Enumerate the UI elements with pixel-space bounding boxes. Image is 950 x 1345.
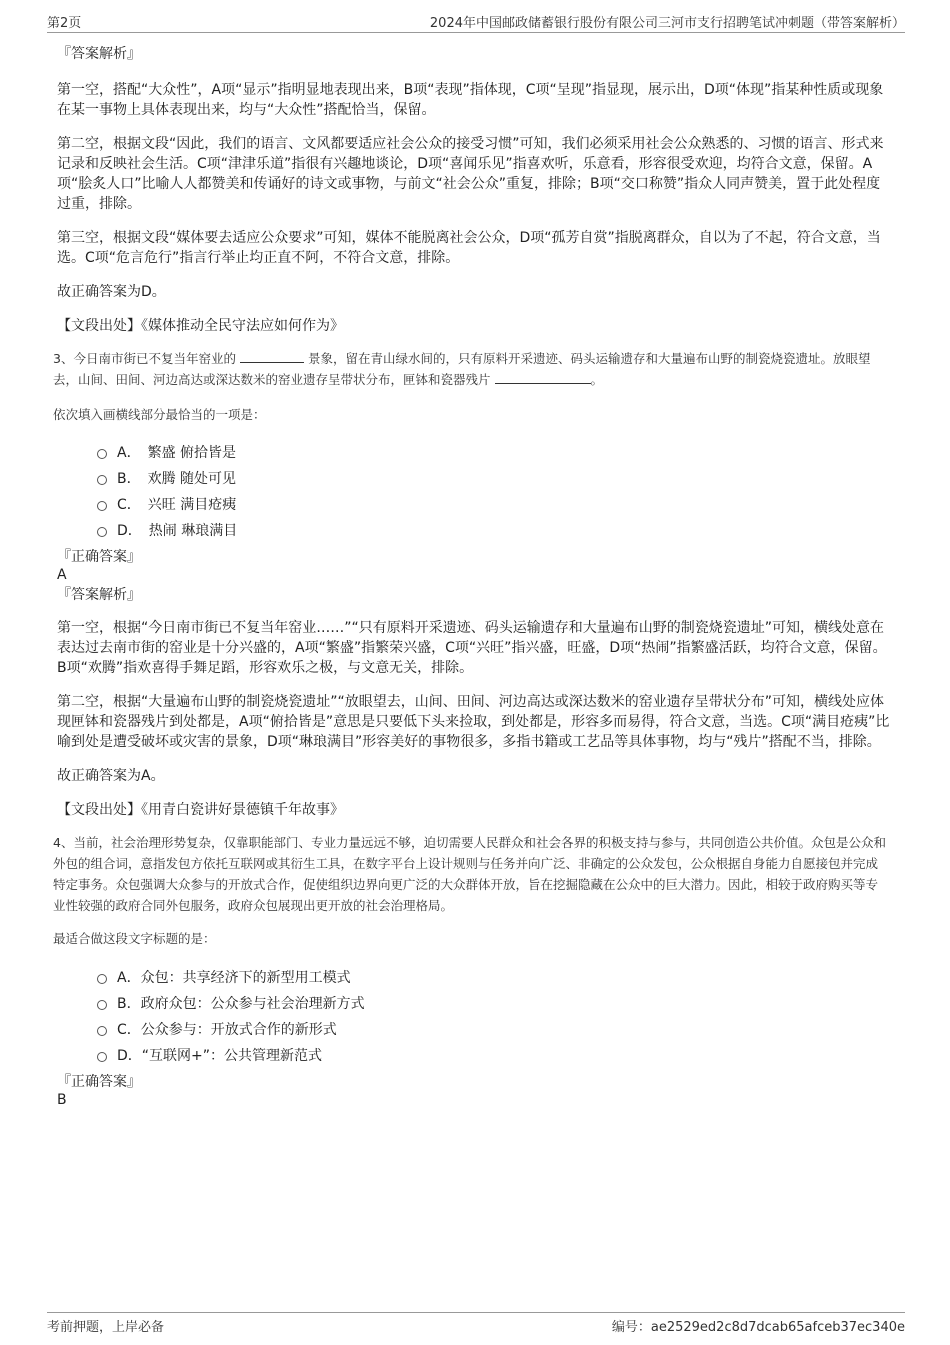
option-label: B． 欢腾 随处可见 — [117, 471, 237, 487]
fill-blank — [240, 350, 304, 363]
page-header — [47, 8, 905, 33]
correct-answer-label: 『正确答案』 — [57, 549, 141, 565]
analysis-paragraph: 第一空，根据“今日南市街已不复当年窑业……”“只有原料开采遗迹、码头运输遗存和大量遍布山野的制瓷烧瓷遗址”可知，横线处意在表达过去南市街的窑业是十分兴盛的，A项“繁盛”指繁荣兴盛，C项“兴旺”指兴盛，旺盛，D项“热闹”指繁盛活跃，均符合文意，保留。B项“欢腾”指欢喜得手舞足蹈，形容欢乐之极，与文意无关，排除。 — [57, 620, 887, 676]
document-body — [53, 44, 892, 1109]
option-label: B．政府众包：公众参与社会治理新方式 — [117, 996, 365, 1012]
correct-answer-label: 『正确答案』 — [57, 1074, 141, 1090]
page-number: 第2页 — [47, 16, 82, 31]
radio-icon[interactable] — [97, 1026, 107, 1036]
question-prompt: 依次填入画横线部分最恰当的一项是： — [53, 407, 266, 422]
radio-icon[interactable] — [97, 1052, 107, 1062]
question-prompt: 最适合做这段文字标题的是： — [53, 931, 216, 946]
radio-icon[interactable] — [97, 501, 107, 511]
option-d[interactable] — [57, 1043, 892, 1069]
question-stem-part: 景象，留在青山绿水间的，只有原料开采遗迹、码头运输遗存和大量遍布山野的制瓷烧瓷遗址。放眼望去，山间、田间、河边高达或深达数米的窑业遗存呈带状分布，匣钵和瓷器残片 — [53, 351, 871, 387]
analysis-paragraph: 第二空，根据“大量遍布山野的制瓷烧瓷遗址”“放眼望去，山间、田间、河边高达或深达数米的窑业遗存呈带状分布”可知，横线处应体现匣钵和瓷器残片到处都是，A项“俯拾皆是”意思是只要低下头来捡取，到处都是，形容多而易得，符合文意，当选。C项“满目疮痍”比喻到处是遭受破坏或灾害的景象，D项“琳琅满目”形容美好的事物很多，多指书籍或工艺品等具体事物，均与“残片”搭配不当，排除。 — [57, 694, 890, 750]
conclusion-text: 故正确答案为D。 — [57, 284, 166, 300]
option-a[interactable] — [57, 965, 892, 991]
source-text: 【文段出处】《媒体推动全民守法应如何作为》 — [57, 318, 344, 334]
fill-blank — [495, 371, 591, 384]
option-label: C． 兴旺 满目疮痍 — [117, 497, 237, 513]
option-b[interactable] — [57, 991, 892, 1017]
option-label: D． 热闹 琳琅满目 — [117, 523, 238, 539]
radio-icon[interactable] — [97, 449, 107, 459]
radio-icon[interactable] — [97, 527, 107, 537]
question-stem-part: 。 — [590, 372, 604, 387]
option-label: C．公众参与：开放式合作的新形式 — [117, 1022, 337, 1038]
analysis-label: 『答案解析』 — [57, 587, 141, 603]
option-c[interactable] — [57, 1017, 892, 1043]
options-list — [57, 440, 892, 544]
source-text: 【文段出处】《用青白瓷讲好景德镇千年故事》 — [57, 802, 344, 818]
question-stem-part: 3、今日南市街已不复当年窑业的 — [53, 351, 236, 366]
analysis-label: 『答案解析』 — [57, 46, 141, 62]
question-stem — [53, 348, 888, 390]
radio-icon[interactable] — [97, 1000, 107, 1010]
document-id: 编号：ae2529ed2c8d7dcab65afceb37ec340e — [611, 1320, 905, 1335]
page-footer — [47, 1312, 905, 1337]
analysis-paragraph: 第三空，根据文段“媒体要去适应公众要求”可知，媒体不能脱离社会公众，D项“孤芳自赏”指脱离群众，自以为了不起，符合文意，当选。C项“危言危行”指言行举止均正直不阿，不符合文意，排除。 — [57, 230, 881, 266]
radio-icon[interactable] — [97, 475, 107, 485]
option-a[interactable] — [57, 440, 892, 466]
option-d[interactable] — [57, 518, 892, 544]
conclusion-text: 故正确答案为A。 — [57, 768, 165, 784]
option-c[interactable] — [57, 492, 892, 518]
analysis-paragraph: 第一空，搭配“大众性”，A项“显示”指明显地表现出来，B项“表现”指体现，C项“呈现”指显现，展示出，D项“体现”指某种性质或现象在某一事物上具体表现出来，均与“大众性”搭配恰当，保留。 — [57, 82, 884, 118]
question-stem: 4、当前，社会治理形势复杂，仅靠职能部门、专业力量远远不够，迫切需要人民群众和社会各界的积极支持与参与，共同创造公共价值。众包是公众和外包的组合词，意指发包方依托互联网或其衍生工具，在数字平台上设计规则与任务并向广泛、非确定的公众发包，公众根据自身能力自愿接包并完成特定事务。众包强调大众参与的开放式合作，促使组织边界向更广泛的大众群体开放，旨在挖掘隐藏在公众中的巨大潜力。因此，相较于政府购买等专业性较强的政府合同外包服务，政府众包展现出更开放的社会治理格局。 — [53, 835, 886, 913]
option-label: A．众包：共享经济下的新型用工模式 — [117, 970, 351, 986]
correct-answer: A — [57, 567, 67, 583]
options-list — [57, 965, 892, 1069]
analysis-paragraph: 第二空，根据文段“因此，我们的语言、文风都要适应社会公众的接受习惯”可知，我们必须采用社会公众熟悉的、习惯的语言、形式来记录和反映社会生活。C项“津津乐道”指很有兴趣地谈论，D项“喜闻乐见”指喜欢听，乐意看，形容很受欢迎，均符合文意，保留。A项“脍炙人口”比喻人人都赞美和传诵好的诗文或事物，与前文“社会公众”重复，排除；B项“交口称赞”指众人同声赞美，置于此处程度过重，排除。 — [57, 136, 884, 212]
option-label: A． 繁盛 俯拾皆是 — [117, 445, 237, 461]
correct-answer: B — [57, 1092, 67, 1108]
option-label: D．“互联网+”：公共管理新范式 — [117, 1048, 323, 1064]
option-b[interactable] — [57, 466, 892, 492]
radio-icon[interactable] — [97, 974, 107, 984]
document-title: 2024年中国邮政储蓄银行股份有限公司三河市支行招聘笔试冲刺题（带答案解析） — [429, 16, 905, 31]
footer-slogan: 考前押题，上岸必备 — [47, 1320, 165, 1335]
